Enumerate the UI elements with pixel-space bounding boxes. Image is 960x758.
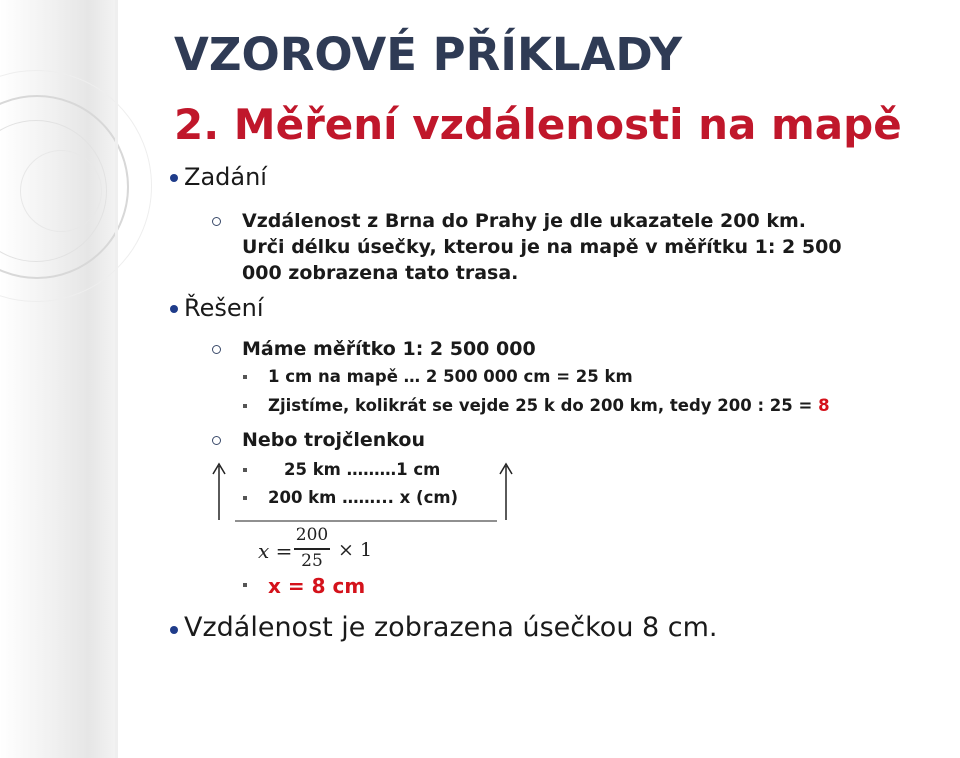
conclusion: Vzdálenost je zobrazena úsečkou 8 cm.: [184, 612, 718, 643]
zadani-text: [242, 208, 842, 286]
formula-lhs: x =: [258, 539, 293, 563]
map-line: 1 cm na mapě … 2 500 000 cm = 25 km: [268, 367, 633, 386]
fraction-bar: [294, 548, 330, 550]
zadani-line: 000 zobrazena tato trasa.: [242, 262, 519, 284]
circle-bullet-icon: [212, 217, 221, 226]
rule-line-2: 200 km ……... x (cm): [268, 488, 458, 507]
zadani-line: Urči délku úsečky, kterou je na mapě v měřítku 1: 2 500: [242, 236, 842, 258]
square-bullet-icon: [243, 375, 247, 379]
bullet-icon: [170, 174, 178, 182]
scale-line: Máme měřítko 1: 2 500 000: [242, 336, 536, 362]
formula-numerator: 200: [295, 525, 329, 545]
result-line: x = 8 cm: [268, 574, 365, 598]
circle-bullet-icon: [212, 345, 221, 354]
zadani-line: Vzdálenost z Brna do Prahy je dle ukazatele 200 km.: [242, 210, 806, 232]
decorative-ring: [20, 150, 102, 232]
square-bullet-icon: [243, 468, 247, 472]
bullet-icon: [170, 626, 178, 634]
slide-subtitle: 2. Měření vzdálenosti na mapě: [174, 100, 902, 149]
decorative-sidebar: [0, 0, 118, 758]
find-result: 8: [818, 396, 830, 415]
rule-line-1: 25 km ………1 cm: [284, 460, 440, 479]
formula-multiplier: × 1: [338, 539, 373, 561]
circle-bullet-icon: [212, 436, 221, 445]
square-bullet-icon: [243, 496, 247, 500]
zadani-heading: Zadání: [184, 163, 267, 191]
find-line: Zjistíme, kolikrát se vejde 25 k do 200 km, tedy 200 : 25 = 8: [268, 396, 830, 415]
bullet-icon: [170, 305, 178, 313]
rule-heading: Nebo trojčlenkou: [242, 427, 425, 453]
slide-title: VZOROVÉ PŘÍKLADY: [174, 28, 683, 81]
square-bullet-icon: [243, 583, 247, 587]
reseni-heading: Řešení: [184, 294, 264, 322]
square-bullet-icon: [243, 404, 247, 408]
formula-denominator: 25: [301, 551, 323, 571]
